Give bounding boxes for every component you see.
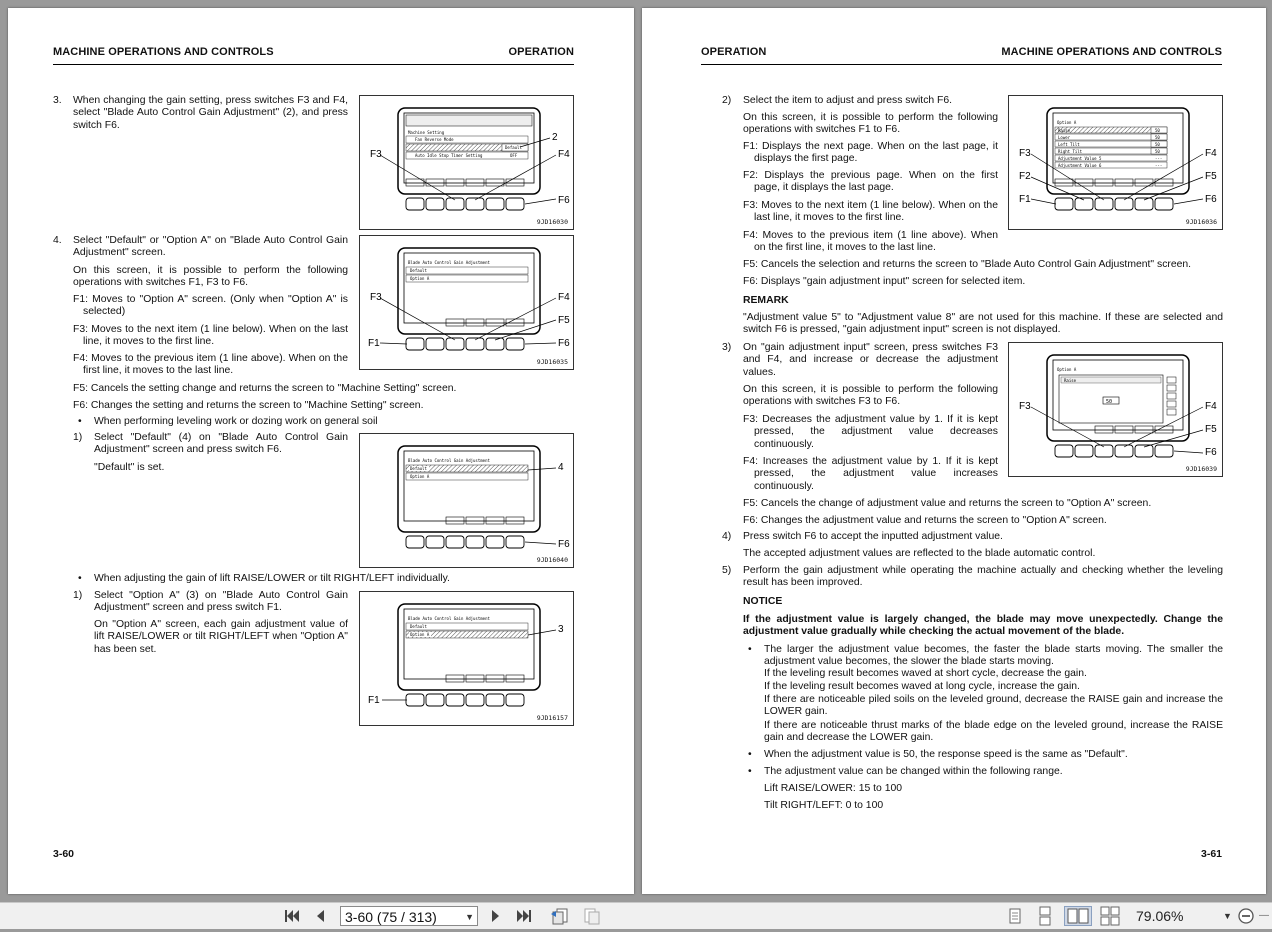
screen-row: Raise [1058, 128, 1071, 133]
notice-bullet: The larger the adjustment value becomes, the faster the blade starts moving. The smaller the adjustment value becomes, the slower the blade starts moving. [764, 644, 1223, 668]
substep-number: 1) [73, 590, 83, 601]
first-page-icon[interactable] [282, 906, 302, 926]
right-page [642, 8, 1266, 894]
adjustment-value: 50 [1106, 399, 1113, 405]
callout-f4: F4 [558, 149, 570, 160]
function-f1: F1: Moves to "Option A" screen. (Only when "Option A" is selected) [73, 294, 348, 318]
callout-f5: F5 [1205, 171, 1217, 182]
page-number: 3-61 [1200, 848, 1222, 860]
screen-title: Blade Auto Control Gain Adjustment [408, 458, 490, 463]
callout-f6: F6 [558, 338, 570, 349]
viewer-toolbar [0, 902, 1272, 929]
screen-value: OFF [510, 153, 518, 158]
range-lift: Lift RAISE/LOWER: 15 to 100 [764, 783, 903, 794]
substep-number: 2) [722, 95, 732, 106]
notice-line: If the leveling result becomes waved at long cycle, increase the gain. [764, 681, 1080, 692]
callout-f3: F3 [1019, 401, 1031, 412]
substep-note: The accepted adjustment values are reflected to the blade automatic control. [743, 548, 1096, 559]
substep-paragraph: On this screen, it is possible to perform the following operations with switches F1 to F6. [743, 112, 998, 136]
figure-id: 9JD16039 [1185, 465, 1217, 473]
figure-id: 9JD16036 [1185, 218, 1217, 226]
screen-row: Default [410, 466, 427, 471]
notice-bullet: The adjustment value can be changed within the following range. [764, 766, 1063, 777]
running-header-right: OPERATION [508, 46, 574, 58]
function-f5: F5: Cancels the change of adjustment value and returns the screen to "Option A" screen. [743, 498, 1152, 509]
back-view-icon[interactable] [548, 906, 572, 926]
callout-f6: F6 [1205, 194, 1217, 205]
notice-bullet: When the adjustment value is 50, the response speed is the same as "Default". [764, 749, 1128, 760]
figure-id: 9JD16040 [536, 556, 568, 564]
callout-f3: F3 [370, 149, 382, 160]
bullet-dot: • [748, 644, 752, 655]
callout-f3: F3 [370, 292, 382, 303]
callout-f3: F3 [1019, 148, 1031, 159]
bullet-text: When performing leveling work or dozing work on general soil [94, 416, 378, 427]
substep-text: Press switch F6 to accept the inputted adjustment value. [743, 531, 1003, 542]
substep-text: Select "Option A" (3) on "Blade Auto Control Gain Adjustment" screen and press switch F1. [94, 590, 348, 614]
function-f3: F3: Moves to the next item (1 line below). When on the last line, it moves to the first line. [743, 200, 998, 224]
prev-page-icon[interactable] [310, 906, 330, 926]
screen-row: Left Tilt [1058, 142, 1080, 147]
figure-select-option-a [359, 591, 574, 726]
screen-value: 50 [1155, 128, 1160, 133]
substep-text: Select the item to adjust and press switch F6. [743, 95, 953, 106]
callout-f2: F2 [1019, 171, 1031, 182]
bullet-dot: • [748, 749, 752, 760]
callout-f1: F1 [368, 695, 380, 706]
bullet-text: When adjusting the gain of lift RAISE/LOWER or tilt RIGHT/LEFT individually. [94, 573, 450, 584]
callout-f5: F5 [1205, 424, 1217, 435]
figure-option-a-list [1008, 95, 1223, 230]
figure-gain-input [1008, 342, 1223, 477]
page-number-field[interactable] [340, 906, 478, 926]
screen-title: Machine Setting [408, 130, 445, 135]
zoom-dropdown-icon[interactable]: ▼ [1223, 911, 1232, 921]
bullet-dot: • [78, 573, 82, 584]
callout-3: 3 [558, 624, 564, 635]
screen-value: 50 [1155, 149, 1160, 154]
substep-text: On "gain adjustment input" screen, press switches F3 and F4, and increase or decrease the adjustment values. [743, 342, 998, 378]
function-f5: F5: Cancels the setting change and returns the screen to "Machine Setting" screen. [73, 383, 457, 394]
running-header-right: MACHINE OPERATIONS AND CONTROLS [1001, 46, 1222, 58]
function-f6: F6: Changes the setting and returns the screen to "Machine Setting" screen. [73, 400, 424, 411]
figure-id: 9JD16035 [536, 358, 568, 366]
function-f1: F1: Displays the next page. When on the last page, it displays the first page. [743, 141, 998, 165]
function-f6: F6: Changes the adjustment value and returns the screen to "Option A" screen. [743, 515, 1107, 526]
notice-heading: NOTICE [743, 596, 783, 607]
running-header-left: MACHINE OPERATIONS AND CONTROLS [53, 46, 274, 58]
callout-f4: F4 [558, 292, 570, 303]
screen-row: Default [410, 624, 427, 629]
function-f4: F4: Moves to the previous item (1 line above). When on the first line, it moves to the last line. [73, 353, 348, 377]
step-text: Select "Default" or "Option A" on "Blade Auto Control Gain Adjustment" screen. [73, 235, 348, 259]
header-rule [701, 64, 1222, 65]
zoom-out-icon[interactable] [1236, 906, 1256, 926]
bullet-dot: • [78, 416, 82, 427]
screen-value: --- [1155, 156, 1163, 161]
screen-value: Default [505, 145, 522, 150]
screen-row: Raise [1064, 378, 1077, 383]
callout-f4: F4 [1205, 401, 1217, 412]
next-page-icon[interactable] [486, 906, 506, 926]
callout-f1: F1 [1019, 194, 1031, 205]
callout-f6: F6 [558, 195, 570, 206]
single-page-icon[interactable] [1004, 906, 1026, 926]
substep-note: On "Option A" screen, each gain adjustment value of lift RAISE/LOWER or tilt RIGHT/LEFT when "Option A" has been set. [94, 619, 348, 655]
facing-icon[interactable] [1064, 906, 1092, 926]
substep-note: "Default" is set. [94, 462, 165, 473]
callout-f6: F6 [1205, 447, 1217, 458]
screen-title: Option A [1057, 120, 1077, 125]
continuous-facing-icon[interactable] [1098, 906, 1122, 926]
screen-value: 50 [1155, 142, 1160, 147]
remark-text: "Adjustment value 5" to "Adjustment value 8" are not used for this machine. If these are selected and switch F6 is pressed, "gain adjustment input" screen is not displayed. [743, 312, 1223, 336]
step-paragraph: On this screen, it is possible to perform the following operations with switches F1, F3 to F6. [73, 265, 348, 289]
forward-view-icon[interactable] [580, 906, 604, 926]
function-f3: F3: Moves to the next item (1 line below). When on the last line, it moves to the first line. [73, 324, 348, 348]
function-f4: F4: Moves to the previous item (1 line above). When on the first line, it moves to the last line. [743, 230, 998, 254]
screen-title: Option A [1057, 367, 1077, 372]
bullet-dot: • [748, 766, 752, 777]
header-rule [53, 64, 574, 65]
left-page [8, 8, 634, 894]
screen-row: Auto Idle Stop Timer Setting [415, 153, 483, 158]
callout-f4: F4 [1205, 148, 1217, 159]
substep-text: Select "Default" (4) on "Blade Auto Control Gain Adjustment" screen and press switch F6. [94, 432, 348, 456]
substep-number: 4) [722, 531, 732, 542]
range-tilt: Tilt RIGHT/LEFT: 0 to 100 [764, 800, 884, 811]
callout-f6: F6 [558, 539, 570, 550]
figure-machine-setting [359, 95, 574, 230]
function-f4: F4: Increases the adjustment value by 1. If it is kept pressed, the adjustment value increases continuously. [743, 456, 998, 492]
chevron-down-icon[interactable]: ▼ [465, 912, 474, 922]
screen-row: Lower [1058, 135, 1071, 140]
notice-line: If there are noticeable piled soils on the leveled ground, decrease the RAISE gain and increase the LOWER gain. [764, 694, 1223, 718]
screen-row: Option A [410, 632, 430, 637]
toolbar-overflow-icon[interactable]: — [1259, 910, 1269, 921]
screen-row: Option A [410, 276, 430, 281]
screen-row: Right Tilt [1058, 149, 1083, 154]
page-number: 3-60 [53, 848, 75, 860]
figure-gain-adjustment [359, 235, 574, 370]
step-text: When changing the gain setting, press switches F3 and F4, select "Blade Auto Control Gain Adjustment" (2), and press switch F6. [73, 95, 348, 131]
step-number: 4. [53, 235, 62, 246]
callout-2: 2 [552, 132, 558, 143]
function-f2: F2: Displays the previous page. When on the first page, it displays the last page. [743, 170, 998, 194]
screen-value: --- [1155, 163, 1163, 168]
figure-id: 9JD16157 [536, 714, 568, 722]
continuous-icon[interactable] [1034, 906, 1056, 926]
last-page-icon[interactable] [514, 906, 536, 926]
function-f6: F6: Displays "gain adjustment input" screen for selected item. [743, 276, 1026, 287]
notice-line: If the leveling result becomes waved at short cycle, decrease the gain. [764, 668, 1087, 679]
substep-number: 5) [722, 565, 732, 576]
notice-line: If there are noticeable thrust marks of the blade edge on the leveled ground, increase the RAISE gain and decrease the LOWER gain. [764, 720, 1223, 744]
running-header-left: OPERATION [701, 46, 767, 58]
callout-f5: F5 [558, 315, 570, 326]
step-number: 3. [53, 95, 62, 106]
screen-value: 50 [1155, 135, 1160, 140]
screen-row: Default [410, 268, 427, 273]
substep-text: Perform the gain adjustment while operating the machine actually and checking whether the leveling result has been improved. [743, 565, 1223, 589]
substep-number: 1) [73, 432, 83, 443]
substep-paragraph: On this screen, it is possible to perform the following operations with switches F3 to F6. [743, 384, 998, 408]
substep-number: 3) [722, 342, 732, 353]
zoom-value: 79.06% [1136, 908, 1184, 924]
remark-heading: REMARK [743, 295, 789, 306]
screen-title: Blade Auto Control Gain Adjustment [408, 616, 490, 621]
screen-row: Adjustment Value 5 [1058, 156, 1102, 161]
callout-4: 4 [558, 462, 564, 473]
screen-row: Adjustment Value 6 [1058, 163, 1102, 168]
zoom-level[interactable] [1136, 906, 1232, 926]
figure-id: 9JD16030 [536, 218, 568, 226]
screen-row: Fan Reverse Mode [415, 137, 454, 142]
function-f3: F3: Decreases the adjustment value by 1. If it is kept pressed, the adjustment value decreases continuously. [743, 414, 998, 450]
function-f5: F5: Cancels the selection and returns the screen to "Blade Auto Control Gain Adjustment" screen. [743, 259, 1192, 270]
notice-text: If the adjustment value is largely changed, the blade may move unexpectedly. Change the adjustment value gradually while checking the actual movement of the blade. [743, 614, 1223, 638]
figure-select-default [359, 433, 574, 568]
screen-title: Blade Auto Control Gain Adjustment [408, 260, 490, 265]
screen-row: Option A [410, 474, 430, 479]
callout-f1: F1 [368, 338, 380, 349]
page-number-value: 3-60 (75 / 313) [345, 909, 437, 925]
